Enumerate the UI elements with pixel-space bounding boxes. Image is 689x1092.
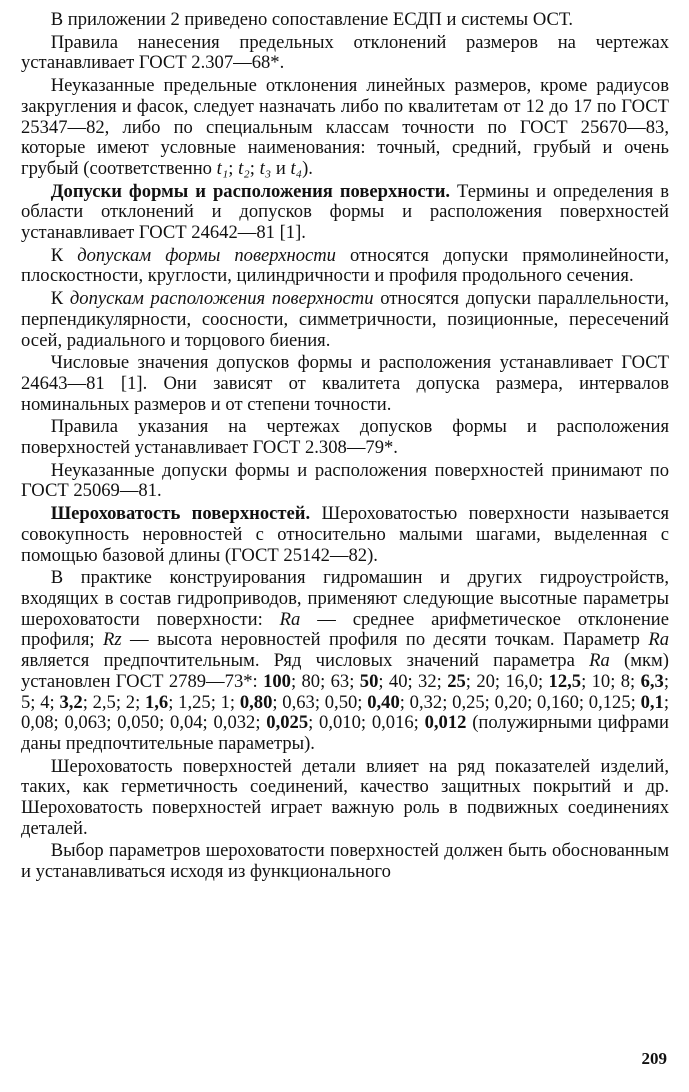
text-run: ; 40; 32; — [378, 670, 448, 692]
text-run: 0,40 — [367, 691, 400, 713]
paragraph — [21, 841, 669, 882]
paragraph — [21, 10, 669, 31]
text-run: 100 — [263, 670, 291, 692]
text-run: допускам расположения поверхности — [69, 288, 374, 310]
text-run: t — [216, 157, 222, 179]
text-run: 0,012 — [424, 712, 467, 734]
paragraph — [21, 76, 669, 180]
text-run: относятся допуски прямолинейности, плоскостности, круглости, цилиндричности и профиля продольного сечения. — [21, 244, 669, 287]
text-run: Допуски формы и расположения поверхности. — [50, 180, 451, 202]
text-run: Неуказанные предельные отклонения линейных размеров, кроме радиусов закругления и фасок, следует назначать либо по квалитетам от 12 до 17 по ГОСТ 25347—82, либо по специальным классам точности по ГОСТ 25670—83, которые имеют условные наименования: точный, средний, грубый и очень грубый (соответственно — [21, 75, 669, 179]
text-run: ; 5; 4; — [21, 670, 670, 713]
text-run: допускам формы поверхности — [77, 244, 336, 266]
text-run: (полужирными цифрами даны предпочтительные параметры). — [21, 712, 669, 754]
text-run: Шероховатость поверхностей детали влияет на ряд показателей изделий, таких, как герметичность соединений, качество защитных покрытий и др. Шероховатость поверхностей играет важную роль в подвижных соединениях деталей. — [21, 755, 669, 839]
text-run: 50 — [359, 670, 379, 692]
text-run: — среднее арифметическое отклонение профиля; — [21, 608, 669, 651]
text-run: относятся допуски параллельности, перпендикулярности, соосности, симметричности, позиционные, пересечений осей, радиального и торцового биения. — [21, 288, 669, 351]
text-run: ; — [249, 157, 260, 179]
page-number: 209 — [641, 1049, 667, 1069]
text-run: 25 — [447, 670, 466, 692]
text-run: ₃ — [264, 157, 272, 179]
text-body — [21, 10, 669, 883]
text-run: и — [271, 157, 291, 179]
paragraph — [21, 417, 669, 458]
paragraph — [21, 182, 669, 244]
text-run: Числовые значения допусков формы и расположения устанавливает ГОСТ 24643—81 [1]. Они зависят от квалитета допуска размера, интервалов номинальных размеров и от степени точности. — [21, 352, 669, 415]
text-run: Шероховатость поверхностей. — [50, 503, 311, 525]
text-run: Правила указания на чертежах допусков формы и расположения поверхностей устанавливает ГОСТ 2.308—79*. — [21, 416, 669, 459]
text-run: Выбор параметров шероховатости поверхностей должен быть обоснованным и устанавливаться исходя из функционального — [21, 840, 669, 883]
text-run: (мкм) установлен ГОСТ 2789—73*: — [21, 650, 669, 692]
text-run: Ra — [589, 650, 610, 672]
text-run: 1,6 — [144, 691, 169, 713]
text-run: ; 0,010; 0,016; — [308, 712, 425, 734]
text-run: ; 0,32; 0,25; 0,20; 0,160; 0,125; — [399, 691, 641, 713]
text-run: является предпочтительным. Ряд числовых значений параметра — [21, 650, 590, 672]
text-run: ; 10; 8; — [581, 670, 641, 692]
text-run: Ra — [279, 608, 301, 630]
paragraph — [21, 353, 669, 415]
text-run: — высота неровностей профиля по десяти точкам. Параметр — [121, 629, 649, 651]
text-run: ₂ — [243, 157, 250, 179]
text-run: Термины и определения в области отклонений и допусков формы и расположения поверхностей устанавливает ГОСТ 24642—81 [1]. — [21, 180, 669, 244]
text-run: 3,2 — [59, 691, 83, 713]
text-run: ; 2,5; 2; — [82, 691, 145, 713]
paragraph — [21, 504, 669, 566]
text-run: Rz — [103, 629, 122, 651]
paragraph — [21, 33, 669, 74]
paragraph — [21, 289, 669, 351]
text-run: ₁ — [221, 157, 229, 179]
paragraph — [21, 246, 669, 287]
text-run: t — [238, 157, 244, 179]
text-run: 12,5 — [548, 670, 582, 692]
text-run: В приложении 2 приведено сопоставление ЕСДП и системы ОСТ. — [50, 9, 574, 30]
text-run: ; 0,08; 0,063; 0,050; 0,04; 0,032; — [21, 691, 669, 734]
text-run: Правила нанесения предельных отклонений размеров на чертежах устанавливает ГОСТ 2.307—68*. — [21, 31, 669, 74]
text-run: ; 1,25; 1; — [168, 691, 240, 713]
text-run: 6,3 — [640, 670, 664, 692]
text-run: ; — [228, 157, 239, 179]
text-run: В практике конструирования гидромашин и других гидроустройств, входящих в состав гидроприводов, применяют следующие высотные параметры шероховатости поверхности: — [21, 567, 669, 630]
text-run: Неуказанные допуски формы и расположения поверхностей принимают по ГОСТ 25069—81. — [21, 459, 669, 502]
text-run: 0,1 — [640, 691, 664, 713]
text-run: ; 80; 63; — [290, 670, 360, 692]
text-run: 0,025 — [266, 712, 309, 734]
text-run: ; 0,63; 0,50; — [272, 691, 368, 713]
text-run: t — [290, 157, 296, 179]
text-run: ). — [302, 157, 313, 179]
paragraph — [21, 568, 669, 754]
text-run: ; 20; 16,0; — [465, 670, 549, 692]
text-run: 0,80 — [239, 691, 273, 713]
text-run: К — [50, 288, 70, 310]
paragraph — [21, 461, 669, 502]
text-run: Ra — [648, 629, 669, 651]
text-run: t — [259, 157, 265, 179]
text-run: ₄ — [295, 157, 303, 179]
text-run: К — [50, 244, 78, 266]
paragraph — [21, 757, 669, 840]
text-run: Шероховатостью поверхности называется совокупность неровностей с относительно малыми шагами, выделенная с помощью базовой длины (ГОСТ 25142—82). — [21, 503, 669, 566]
